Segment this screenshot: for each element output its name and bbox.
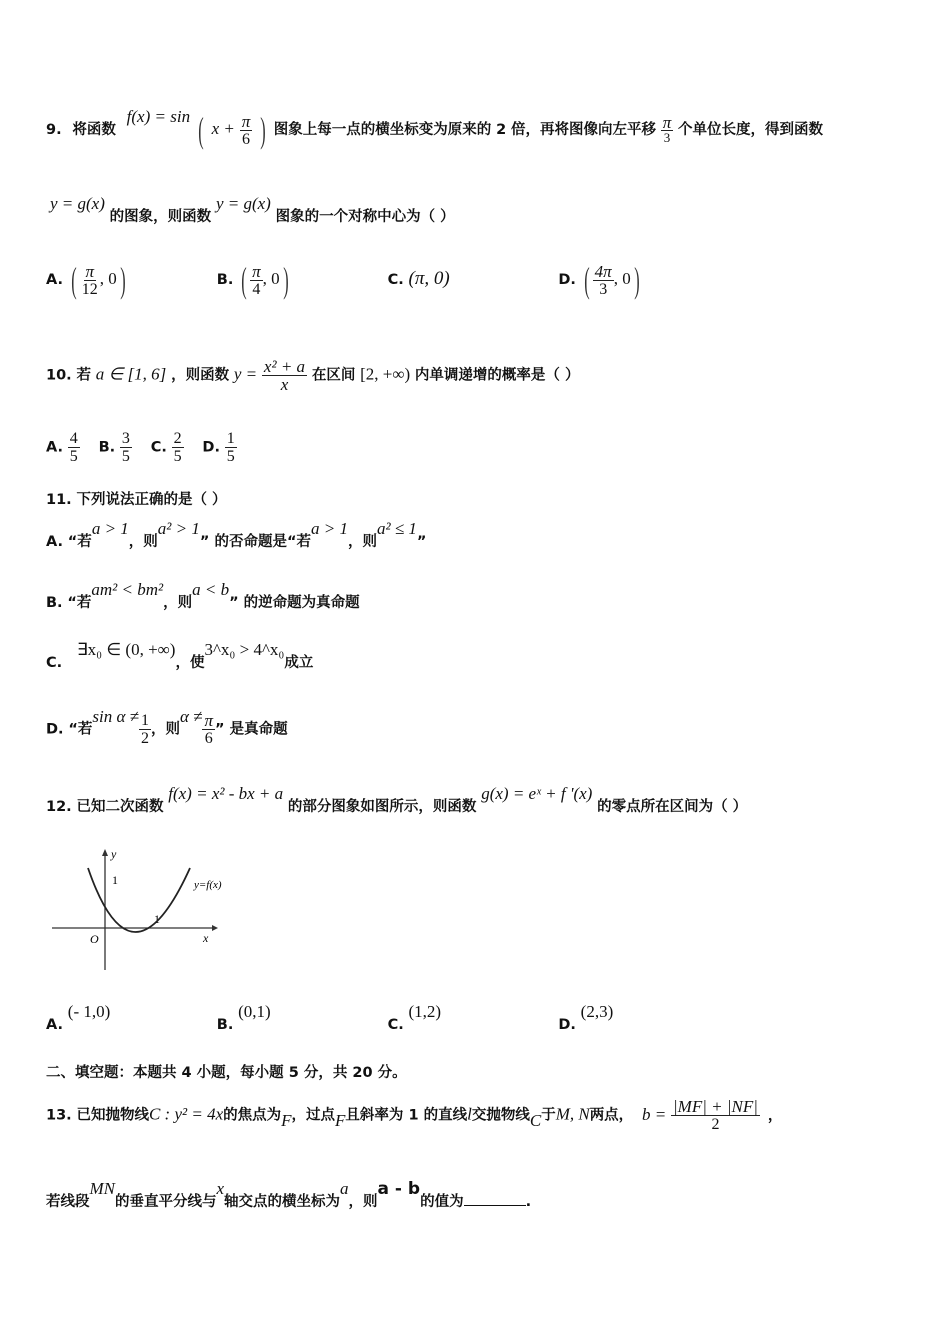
y-axis-arrow <box>102 849 108 856</box>
q13-answer-blank[interactable] <box>464 1191 526 1206</box>
q9-text-1: 将函数 <box>72 122 116 138</box>
q12-g: g(x) = eˣ + f '(x) <box>481 784 593 803</box>
q12-options <box>46 1002 910 1033</box>
q9-right-paren: ) <box>260 110 266 150</box>
parabola-curve <box>88 868 190 932</box>
q10-function-fraction: $\frac{\text{x² + a}}{x}$ <box>263 357 306 394</box>
q9-y-g: y = g(x) <box>50 194 105 213</box>
q9-y-g-2: y = g(x) <box>215 194 271 213</box>
q11-number: 11. <box>46 492 72 508</box>
q9-options <box>46 262 910 298</box>
q10-option-d[interactable]: D. $\frac{1}{5}$ <box>202 430 235 465</box>
q9-factor: 2 <box>496 122 507 138</box>
q9-function-lhs: f(x) = sin <box>126 107 191 126</box>
q13-b-fraction: $\frac{|MF| + |NF|}{2}$ <box>672 1097 758 1133</box>
q10-interval: [2, +∞) <box>360 364 411 384</box>
q12-option-c[interactable]: C. (1,2) <box>387 1002 442 1033</box>
q9-option-c[interactable]: C. (π, 0) <box>387 268 450 289</box>
q9-left-paren: ( <box>198 110 204 150</box>
q9-number: 9. <box>46 122 62 138</box>
q10-stem: 10. 若 a ∈ [1, 6] ，则函数 y = $\frac{\text{x² + a}}{x}$ 在区间 [2, +∞) 内单调递增的概率是（ ） <box>46 357 580 394</box>
q13-number: 13. <box>46 1107 72 1124</box>
q9-function-inner: x + <box>211 119 235 138</box>
q10-option-b[interactable]: B. $\frac{3}{5}$ <box>98 430 130 465</box>
q11-option-b[interactable]: B. “若am² < bm²，则a < b” 的逆命题为真命题 <box>46 580 360 611</box>
q9-option-d[interactable]: D. ( $\frac{4\pi}{3}$ , 0) <box>558 260 640 300</box>
q9-fraction-pi-3: $\frac{\pi}{3}$ <box>662 112 672 145</box>
q9-line1 <box>46 107 910 150</box>
y-tick-label: 1 <box>112 873 118 887</box>
q12-stem: 12. 已知二次函数 f(x) = x² - bx + a 的部分图象如图所示，则函数 g(x) = eˣ + f '(x) 的零点所在区间为（ ） <box>46 784 748 815</box>
q11-option-c[interactable]: C. ∃x₀ ∈ (0, +∞)，使3^x₀ > 4^x₀成立 <box>46 640 314 671</box>
q10-number: 10. <box>46 367 72 384</box>
q11-stem: 11. 下列说法正确的是（ ） <box>46 492 227 508</box>
y-axis-label: y <box>111 847 117 861</box>
q11-option-d[interactable]: D. “若sin α ≠ $\frac{1}{2}$ ，则α ≠ $\frac{\pi}{6}$ ” 是真命题 <box>46 706 288 747</box>
q13-line1: 13. 已知抛物线C : y² = 4x的焦点为F，过点F且斜率为 1 的直线l交抛物线C于M, N两点， b = $\frac{|MF| + |NF|}{2}$ ， <box>46 1097 783 1133</box>
q9-line2 <box>46 194 910 226</box>
curve-label: y=f(x) <box>194 879 222 891</box>
q10-option-a[interactable]: A. $\frac{4}{5}$ <box>46 430 78 465</box>
q9-text-5: 的图象，则函数 <box>109 209 212 225</box>
q12-number: 12. <box>46 799 72 815</box>
q9-text-2: 图象上每一点的横坐标变为原来的 <box>273 122 492 138</box>
q9-text-4: 个单位长度，得到函数 <box>678 122 824 138</box>
q11-option-a[interactable]: A. “若a > 1，则a² > 1” 的否命题是“若a > 1，则a² ≤ 1” <box>46 519 427 550</box>
q10-condition: a ∈ [1, 6] <box>95 364 167 384</box>
q12-option-a[interactable]: A. (- 1,0) <box>46 1002 111 1033</box>
section-heading: 二、填空题：本题共 4 小题，每小题 5 分，共 20 分。 <box>46 1065 407 1081</box>
q9-text-6: 图象的一个对称中心为（ ） <box>275 209 455 225</box>
q12-graph <box>48 846 238 974</box>
q9-option-b[interactable]: B. ( $\frac{\pi}{4}$ , 0) <box>216 260 289 300</box>
q12-option-b[interactable]: B. (0,1) <box>216 1002 271 1033</box>
q13-line2: 若线段MN的垂直平分线与x轴交点的横坐标为a，则a - b的值为 . <box>46 1179 532 1210</box>
x-axis-label: x <box>203 931 209 945</box>
origin-label: O <box>90 932 99 946</box>
x-axis-arrow <box>212 925 218 931</box>
q10-option-c[interactable]: C. $\frac{2}{5}$ <box>150 430 182 465</box>
q9-option-a[interactable]: A. ( $\frac{\pi}{12}$ , 0) <box>46 260 126 300</box>
q13-parabola: C : y² = 4x <box>148 1104 224 1124</box>
q12-f: f(x) = x² - bx + a <box>168 784 284 803</box>
q12-option-d[interactable]: D. (2,3) <box>558 1002 614 1033</box>
x-tick-label: 1 <box>154 912 160 926</box>
q9-text-3: 倍，再将图像向左平移 <box>510 122 656 138</box>
q9-fraction-pi-6: $\frac{\pi}{6}$ <box>241 111 251 148</box>
q10-options <box>46 430 910 465</box>
